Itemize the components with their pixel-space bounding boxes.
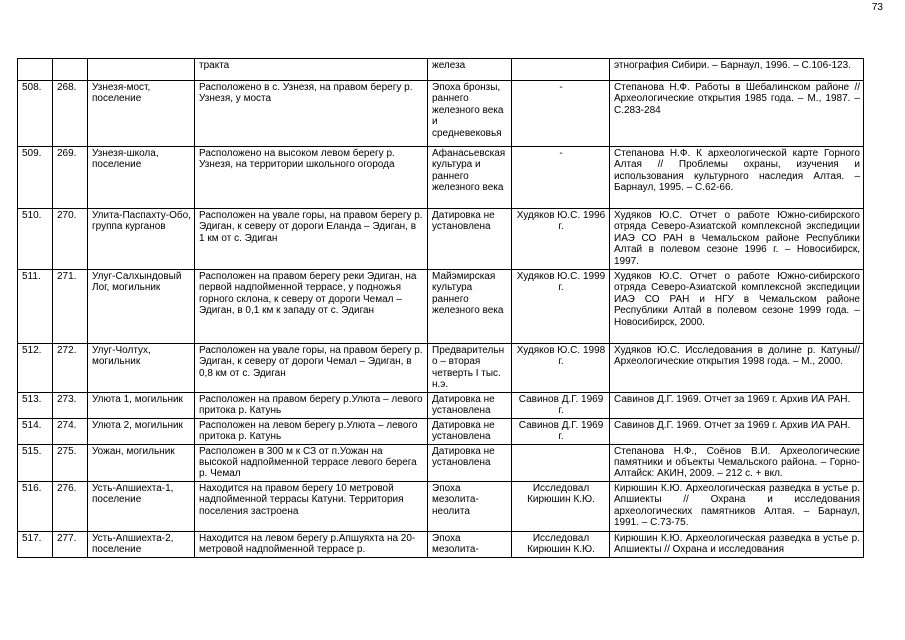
location-cell: Расположен на увале горы, на правом берегу р. Эдиган, к северу от дороги Еланда – Эдиган, в 1 км от с. Эдиган — [195, 209, 428, 270]
period-cell: Афанасьевская культура и раннего железного века — [428, 147, 512, 209]
period-cell: Эпоха бронзы, раннего железного века и средневековья — [428, 81, 512, 147]
local-number-cell: 276. — [53, 481, 88, 531]
local-number-cell: 273. — [53, 393, 88, 419]
local-number-cell — [53, 59, 88, 81]
page-number: 73 — [871, 2, 883, 13]
table-row — [18, 270, 864, 344]
monument-name-cell: Улита-Паспахту-Обо, группа курганов — [88, 209, 195, 270]
source-cell: Степанова Н.Ф. Работы в Шебалинском районе //Археологические открытия 1985 года. – М., 1987. –С.283-284 — [610, 81, 864, 147]
monument-name-cell: Уожан, могильник — [88, 444, 195, 481]
researcher-cell: Исследовал Кирюшин К.Ю. — [512, 481, 610, 531]
source-cell: Степанова Н.Ф. К археологической карте Горного Алтая // Проблемы охраны, изучения и использования культурного наследия Алтая. – Барнаул, 1995. – С.62-66. — [610, 147, 864, 209]
period-cell: Предварительно – вторая четверть I тыс. н.э. — [428, 344, 512, 393]
local-number-cell: 271. — [53, 270, 88, 344]
row-number-cell: 508. — [18, 81, 53, 147]
period-cell: Датировка не установлена — [428, 393, 512, 419]
table-row — [18, 418, 864, 444]
local-number-cell: 270. — [53, 209, 88, 270]
table-row — [18, 531, 864, 557]
row-number-cell: 514. — [18, 418, 53, 444]
location-cell: Находится на левом берегу р.Апшуяхта на 20-метровой надпойменной террасе р. — [195, 531, 428, 557]
source-cell: Степанова Н.Ф., Соёнов В.И. Археологические памятники и объекты Чемальского района. – Горно-Алтайск: АКИН, 2009. – 212 с. + вкл. — [610, 444, 864, 481]
location-cell: Расположено в с. Узнезя, на правом берегу р. Узнезя, у моста — [195, 81, 428, 147]
table-row — [18, 59, 864, 81]
table-row — [18, 147, 864, 209]
table-row — [18, 81, 864, 147]
row-number-cell: 516. — [18, 481, 53, 531]
researcher-cell: Худяков Ю.С. 1996 г. — [512, 209, 610, 270]
row-number-cell: 517. — [18, 531, 53, 557]
table-row — [18, 393, 864, 419]
period-cell: железа — [428, 59, 512, 81]
table-row — [18, 344, 864, 393]
location-cell: Расположен на увале горы, на правом берегу р. Эдиган, к северу от дороги Чемал – Эдиган, в 0,8 км от с. Эдиган — [195, 344, 428, 393]
source-cell: этнография Сибири. – Барнаул, 1996. – С.106-123. — [610, 59, 864, 81]
source-cell: Кирюшин К.Ю. Археологическая разведка в устье р. Апшиекты // Охрана и исследования археологических памятников Алтая. – Барнаул, 1991. – С.73-75. — [610, 481, 864, 531]
table-row — [18, 444, 864, 481]
location-cell: Расположен на правом берегу реки Эдиган, на первой надпойменной террасе, у подножья горного склона, к северу от дороги Чемал – Эдиган, в 0,1 км к западу от с. Эдиган — [195, 270, 428, 344]
table-row — [18, 481, 864, 531]
row-number-cell: 512. — [18, 344, 53, 393]
researcher-cell: Худяков Ю.С. 1998 г. — [512, 344, 610, 393]
row-number-cell: 513. — [18, 393, 53, 419]
monument-name-cell — [88, 59, 195, 81]
monument-name-cell: Узнезя-школа, поселение — [88, 147, 195, 209]
researcher-cell: Худяков Ю.С. 1999 г. — [512, 270, 610, 344]
monument-name-cell: Усть-Апшиехта-2, поселение — [88, 531, 195, 557]
monument-name-cell: Улуг-Чолтух, могильник — [88, 344, 195, 393]
source-cell: Савинов Д.Г. 1969. Отчет за 1969 г. Архив ИА РАН. — [610, 418, 864, 444]
location-cell: Расположен на правом берегу р.Улюта – левого притока р. Катунь — [195, 393, 428, 419]
local-number-cell: 275. — [53, 444, 88, 481]
table-row — [18, 209, 864, 270]
local-number-cell: 269. — [53, 147, 88, 209]
researcher-cell: Савинов Д.Г. 1969 г. — [512, 418, 610, 444]
researcher-cell — [512, 59, 610, 81]
monument-name-cell: Улюта 2, могильник — [88, 418, 195, 444]
period-cell: Майэмирская культура раннего железного века — [428, 270, 512, 344]
period-cell: Датировка не установлена — [428, 209, 512, 270]
source-cell: Худяков Ю.С. Отчет о работе Южно-сибирского отряда Северо-Азиатской комплексной экспедиции ИАЭ СО РАН в Чемальском районе Республики Алтай в полевом сезоне 1996 г. – Новосибирск, 1997. — [610, 209, 864, 270]
researcher-cell: Исследовал Кирюшин К.Ю. — [512, 531, 610, 557]
monument-name-cell: Улюта 1, могильник — [88, 393, 195, 419]
period-cell: Эпоха мезолита- — [428, 531, 512, 557]
source-cell: Кирюшин К.Ю. Археологическая разведка в устье р. Апшиекты // Охрана и исследования — [610, 531, 864, 557]
researcher-cell: - — [512, 147, 610, 209]
monuments-table — [17, 58, 864, 558]
researcher-cell: Савинов Д.Г. 1969 г. — [512, 393, 610, 419]
local-number-cell: 272. — [53, 344, 88, 393]
local-number-cell: 274. — [53, 418, 88, 444]
source-cell: Худяков Ю.С. Исследования в долине р. Катуны//Археологические открытия 1998 года. – М., 2000. — [610, 344, 864, 393]
period-cell: Эпоха мезолита-неолита — [428, 481, 512, 531]
monument-name-cell: Улуг-Салхындовый Лог, могильник — [88, 270, 195, 344]
row-number-cell: 515. — [18, 444, 53, 481]
location-cell: Находится на правом берегу 10 метровой надпойменной террасы Катуни. Территория поселения застроена — [195, 481, 428, 531]
period-cell: Датировка не установлена — [428, 418, 512, 444]
local-number-cell: 277. — [53, 531, 88, 557]
location-cell: Расположено на высоком левом берегу р. Узнезя, на территории школьного огорода — [195, 147, 428, 209]
location-cell: Расположен в 300 м к СЗ от п.Уожан на высокой надпойменной террасе левого берега р. Чемал — [195, 444, 428, 481]
source-cell: Савинов Д.Г. 1969. Отчет за 1969 г. Архив ИА РАН. — [610, 393, 864, 419]
location-cell: тракта — [195, 59, 428, 81]
period-cell: Датировка не установлена — [428, 444, 512, 481]
monument-name-cell: Узнезя-мост, поселение — [88, 81, 195, 147]
row-number-cell: 509. — [18, 147, 53, 209]
row-number-cell — [18, 59, 53, 81]
local-number-cell: 268. — [53, 81, 88, 147]
source-cell: Худяков Ю.С. Отчет о работе Южно-сибирского отряда Северо-Азиатской комплексной экспедиции ИАЭ СО РАН и НГУ в Чемальском районе Республики Алтай в полевом сезоне 1999 года. – Новосибирск, 2000. — [610, 270, 864, 344]
row-number-cell: 510. — [18, 209, 53, 270]
monument-name-cell: Усть-Апшиехта-1, поселение — [88, 481, 195, 531]
location-cell: Расположен на левом берегу р.Улюта – левого притока р. Катунь — [195, 418, 428, 444]
researcher-cell: - — [512, 81, 610, 147]
researcher-cell — [512, 444, 610, 481]
row-number-cell: 511. — [18, 270, 53, 344]
